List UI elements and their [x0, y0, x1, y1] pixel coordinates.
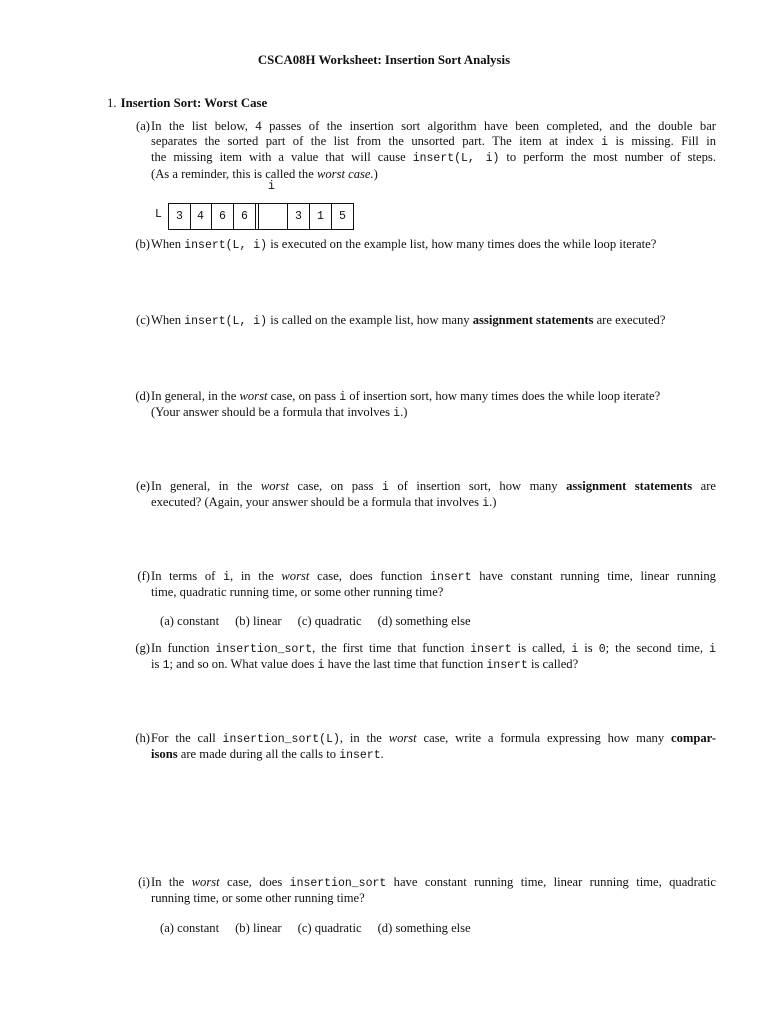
missing-item-cell[interactable] [259, 203, 288, 230]
question-d [122, 389, 716, 421]
index-i-label: i [268, 180, 275, 193]
question-text: For the call insertion_sort(L), in the worst case, write a formula expressing how many compar- [151, 731, 716, 746]
question-c [122, 313, 716, 329]
question-text: When insert(L, i) is executed on the example list, how many times does the while loop iterate? [151, 237, 657, 252]
choice-constant[interactable]: (a) constant [160, 614, 220, 628]
question-text-line: time, quadratic running time, or some other running time? [151, 585, 444, 600]
question-label: (g) [135, 641, 150, 655]
question-label: (c) [136, 313, 150, 327]
question-text-line: separates the sorted part of the list from the unsorted part. The item at index i is missing. Fill in [151, 134, 716, 150]
page-title: CSCA08H Worksheet: Insertion Sort Analysis [257, 53, 511, 67]
question-text-line: the missing item with a value that will cause insert(L, i) to perform the most number of steps. [151, 150, 716, 166]
list-cell: 6 [212, 203, 234, 230]
question-text: When insert(L, i) is called on the example list, how many assignment statements are executed? [151, 313, 666, 328]
question-b [122, 237, 716, 253]
question-text-line: (As a reminder, this is called the worst case.) [151, 166, 378, 181]
list-cell: 3 [168, 203, 191, 230]
choices-f [160, 614, 487, 629]
question-label: (f) [137, 569, 150, 583]
question-g [122, 641, 716, 673]
choice-linear[interactable]: (b) linear [235, 921, 282, 935]
choice-linear[interactable]: (b) linear [235, 614, 282, 628]
section-title: Insertion Sort: Worst Case [120, 96, 268, 110]
question-e [122, 479, 716, 511]
question-text-line: executed? (Again, your answer should be a formula that involves i.) [151, 495, 497, 511]
question-i [122, 875, 716, 906]
list-cell: 5 [332, 203, 354, 230]
list-cell: 1 [310, 203, 332, 230]
choices-i [160, 921, 487, 936]
question-text: In general, in the worst case, on pass i of insertion sort, how many times does the while loop iterate? [151, 389, 661, 404]
question-text: In the list below, 4 passes of the insertion sort algorithm have been completed, and the double bar [151, 119, 716, 133]
question-text: In the worst case, does insertion_sort have constant running time, linear running time, quadratic [151, 875, 716, 890]
list-cell: 3 [288, 203, 310, 230]
question-text-line: isons are made during all the calls to insert. [151, 747, 384, 763]
question-label: (i) [138, 875, 150, 889]
question-text: In general, in the worst case, on pass i of insertion sort, how many assignment statements are [151, 479, 717, 494]
question-text-line: (Your answer should be a formula that involves i.) [151, 405, 408, 421]
question-h [122, 731, 716, 763]
section-number: 1. [107, 96, 117, 110]
question-text-line: is 1; and so on. What value does i have the last time that function insert is called? [151, 657, 579, 673]
choice-constant[interactable]: (a) constant [160, 921, 220, 935]
question-label: (h) [135, 731, 150, 745]
list-L-label: L [155, 208, 162, 221]
list-cell: 4 [190, 203, 212, 230]
question-text: In function insertion_sort, the first time that function insert is called, i is 0; the second time, i [151, 641, 716, 656]
choice-quadratic[interactable]: (c) quadratic [297, 921, 362, 935]
question-f [122, 569, 716, 600]
question-label: (e) [136, 479, 150, 493]
question-label: (d) [135, 389, 150, 403]
question-text-line: running time, or some other running time? [151, 891, 365, 906]
question-label: (a) [136, 119, 150, 133]
question-a [122, 119, 716, 182]
question-text: In terms of i, in the worst case, does function insert have constant running time, linear running [151, 569, 716, 584]
question-label: (b) [135, 237, 150, 251]
list-cell: 6 [234, 203, 256, 230]
choice-quadratic[interactable]: (c) quadratic [297, 614, 362, 628]
section-heading [107, 96, 267, 111]
choice-something-else[interactable]: (d) something else [377, 921, 471, 935]
choice-something-else[interactable]: (d) something else [377, 614, 471, 628]
